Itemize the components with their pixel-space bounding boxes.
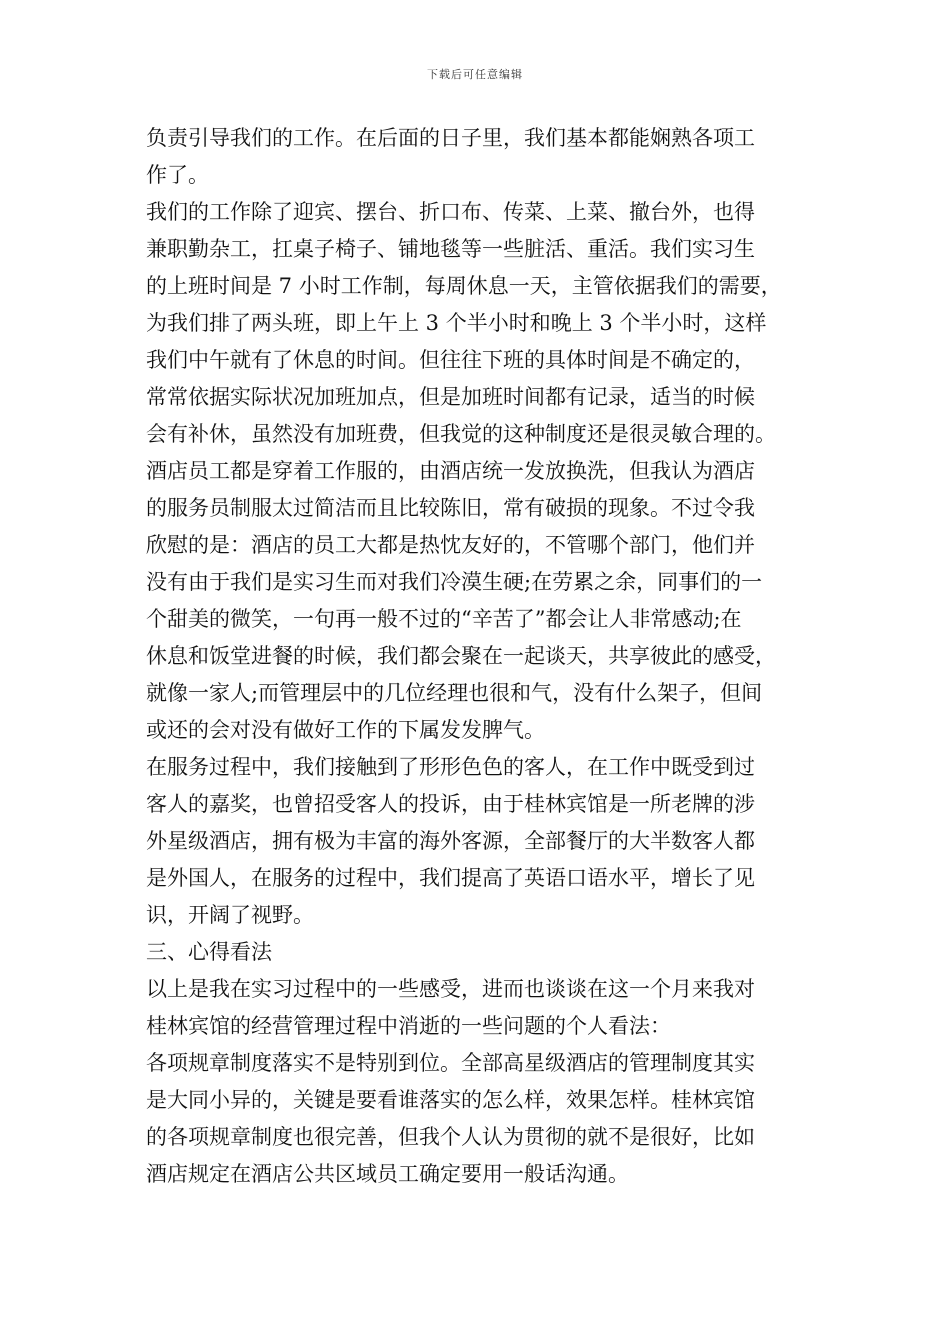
text-line: 的各项规章制度也很完善，但我个人认为贯彻的就不是很好，比如	[146, 1125, 755, 1149]
text-line: 以上是我在实习过程中的一些感受，进而也谈谈在这一个月来我对	[146, 977, 755, 1001]
text-line: 或还的会对没有做好工作的下属发发脾气。	[146, 718, 545, 742]
text-line: 的上班时间是 7 小时工作制，每周休息一天，主管依据我们的需要，	[146, 274, 782, 298]
text-line: 酒店员工都是穿着工作服的，由酒店统一发放换洗，但我认为酒店	[146, 459, 755, 483]
header-note: 下载后可任意编辑	[427, 68, 523, 81]
text-line: 休息和饭堂进餐的时候，我们都会聚在一起谈天，共享彼此的感受，	[146, 644, 776, 668]
text-line: 欣慰的是：酒店的员工大都是热忱友好的，不管哪个部门，他们并	[146, 533, 755, 557]
text-line: 会有补休，虽然没有加班费，但我觉的这种制度还是很灵敏合理的。	[146, 422, 776, 446]
section-heading: 三、心得看法	[146, 940, 272, 964]
text-line: 是大同小异的，关键是要看谁落实的怎么样，效果怎样。桂林宾馆	[146, 1088, 755, 1112]
text-line: 负责引导我们的工作。在后面的日子里，我们基本都能娴熟各项工	[146, 126, 755, 150]
text-line: 的服务员制服太过简洁而且比较陈旧，常有破损的现象。不过令我	[146, 496, 755, 520]
text-line: 没有由于我们是实习生而对我们冷漠生硬;在劳累之余，同事们的一	[146, 570, 763, 594]
text-line: 酒店规定在酒店公共区域员工确定要用一般话沟通。	[146, 1162, 629, 1186]
text-line: 常常依据实际状况加班加点，但是加班时间都有记录，适当的时候	[146, 385, 755, 409]
text-line: 各项规章制度落实不是特别到位。全部高星级酒店的管理制度其实	[146, 1051, 755, 1075]
text-line: 个甜美的微笑，一句再一般不过的“辛苦了”都会让人非常感动;在	[146, 607, 742, 631]
text-line: 兼职勤杂工，扛桌子椅子、铺地毯等一些脏活、重活。我们实习生	[146, 237, 755, 261]
text-line: 桂林宾馆的经营管理过程中消逝的一些问题的个人看法：	[146, 1014, 671, 1038]
text-line: 作了。	[146, 163, 209, 187]
text-line: 在服务过程中，我们接触到了形形色色的客人，在工作中既受到过	[146, 755, 755, 779]
text-line: 外星级酒店，拥有极为丰富的海外客源，全部餐厅的大半数客人都	[146, 829, 755, 853]
text-line: 我们的工作除了迎宾、摆台、折口布、传菜、上菜、撤台外，也得	[146, 200, 755, 224]
body-text	[146, 120, 826, 1193]
text-line: 我们中午就有了休息的时间。但往往下班的具体时间是不确定的，	[146, 348, 755, 372]
text-line: 就像一家人;而管理层中的几位经理也很和气，没有什么架子，但间	[146, 681, 763, 705]
text-line: 客人的嘉奖，也曾招受客人的投诉，由于桂林宾馆是一所老牌的涉	[146, 792, 755, 816]
text-line: 识，开阔了视野。	[146, 903, 314, 927]
text-line: 是外国人，在服务的过程中，我们提高了英语口语水平，增长了见	[146, 866, 755, 890]
text-line: 为我们排了两头班，即上午上 3 个半小时和晚上 3 个半小时，这样	[146, 311, 767, 335]
